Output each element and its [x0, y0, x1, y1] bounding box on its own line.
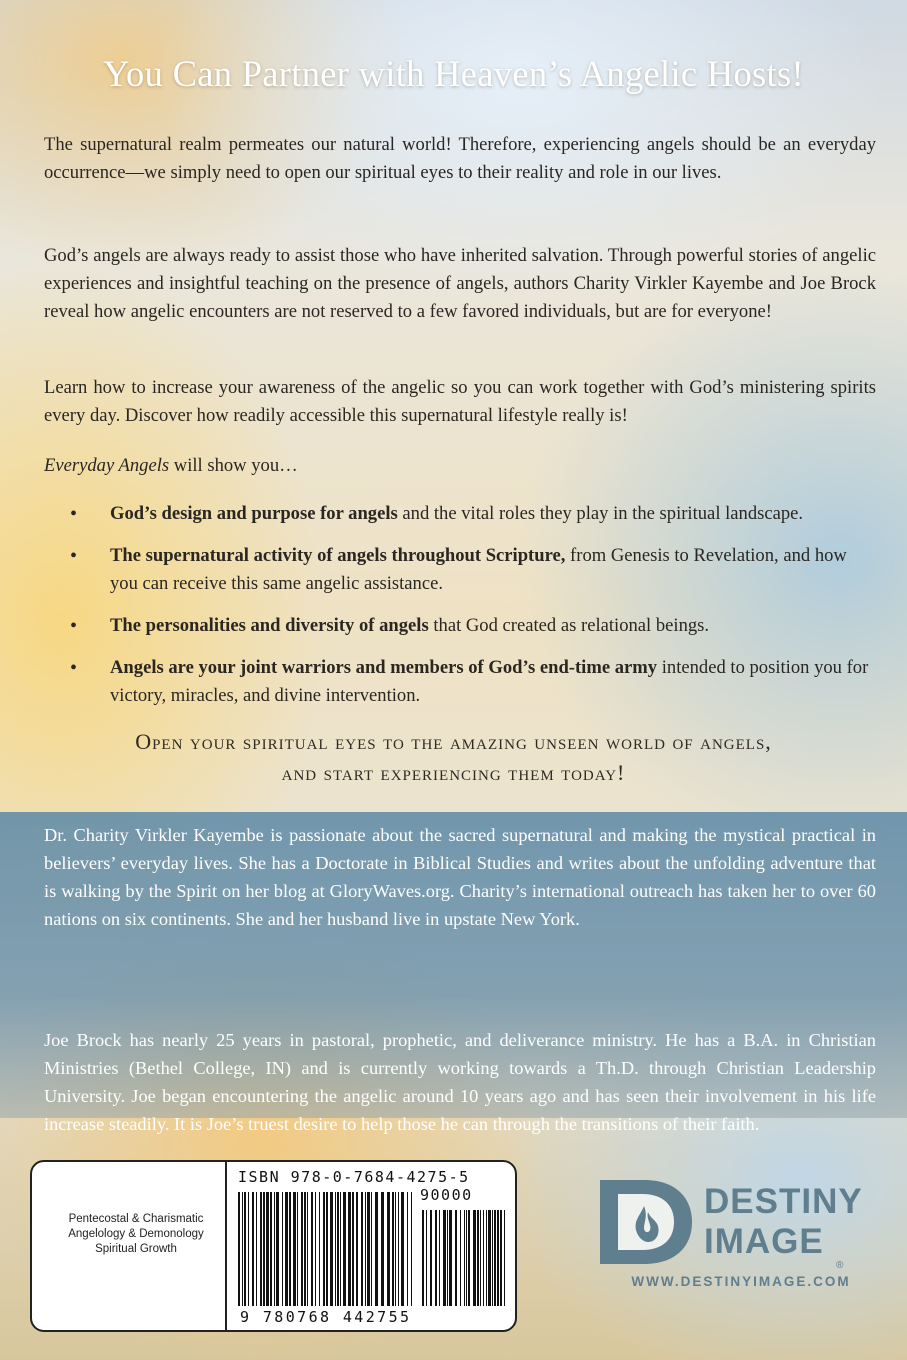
barcode-digits: 9 780768 442755: [240, 1308, 412, 1326]
author-bio-joe: Joe Brock has nearly 25 years in pastoral, prophetic, and deliverance ministry. He has a B.A. in Christian Ministries (Bethel College, IN) and is currently working towards a Th.D. through Christian Leadership University. Joe began encountering the angelic around 10 years ago and has seen their involvement in his life increase steadily. It is Joe’s truest desire to help those he can through the transitions of their faith.: [44, 1030, 876, 1134]
registered-mark: ®: [836, 1260, 844, 1271]
price-code: 90000: [420, 1186, 473, 1204]
bullet-icon: •: [70, 615, 78, 637]
bullet-icon: •: [70, 545, 78, 567]
barcode-image: [236, 1188, 512, 1310]
publisher-website: WWW.DESTINYIMAGE.COM: [631, 1274, 851, 1289]
benefit-list: [70, 500, 876, 724]
bullet-icon: •: [70, 657, 78, 679]
bullet-bold-lead: Angels are your joint warriors and members of God’s end-time army: [110, 657, 658, 678]
back-cover-headline: You Can Partner with Heaven’s Angelic Hosts!: [103, 53, 804, 94]
isbn-barcode-box: [30, 1160, 517, 1332]
intro-paragraph-1: The supernatural realm permeates our natural world! Therefore, experiencing angels should be an everyday occurrence—we simply need to open our spiritual eyes to their reality and role in our lives.: [44, 134, 876, 183]
cta-line-2: and start experiencing them today!: [281, 760, 626, 785]
intro-paragraph-3: Learn how to increase your awareness of the angelic so you can work together with God’s ministering spirits every day. Discover how readily accessible this supernatural lifestyle really is!: [44, 377, 876, 426]
bullet-icon: •: [70, 503, 78, 525]
list-item: [70, 654, 876, 710]
destiny-image-logo-icon: [596, 1176, 696, 1268]
intro-paragraph-2: God’s angels are always ready to assist those who have inherited salvation. Through powerful stories of angelic experiences and insightful teaching on the presence of angels, authors Charity Virkler Kayembe and Joe Brock reveal how angelic encounters are not reserved to a few favored individuals, but are for everyone!: [44, 245, 876, 322]
bullet-bold-lead: The personalities and diversity of angels: [110, 615, 429, 636]
bullet-text: and the vital roles they play in the spiritual landscape.: [397, 503, 804, 524]
cta-line-1: Open your spiritual eyes to the amazing unseen world of angels,: [135, 729, 772, 754]
list-item: [70, 542, 876, 598]
bullet-text: that God created as relational beings.: [428, 615, 710, 636]
bullet-bold-lead: The supernatural activity of angels throughout Scripture,: [110, 545, 566, 566]
publisher-name-line-1: DESTINY: [704, 1182, 863, 1221]
bullet-bold-lead: God’s design and purpose for angels: [110, 503, 398, 524]
publisher-name-line-2: IMAGE: [704, 1222, 824, 1261]
list-item: [70, 612, 876, 640]
call-to-action: [0, 726, 907, 788]
category-1: Pentecostal & Charismatic: [68, 1213, 204, 1225]
bisac-categories: [46, 1212, 226, 1257]
category-3: Spiritual Growth: [95, 1243, 177, 1255]
book-title-italic: Everyday Angels: [44, 455, 170, 476]
author-bio-charity: Dr. Charity Virkler Kayembe is passionate about the sacred supernatural and making the mystical practical in believers’ everyday lives. She has a Doctorate in Biblical Studies and writes about the unfolding adventure that is walking by the Spirit on her blog at GloryWaves.org. Charity’s international outreach has taken her to over 60 nations on six continents. She and her husband live in upstate New York.: [44, 825, 876, 929]
isbn-label: ISBN 978-0-7684-4275-5: [238, 1168, 470, 1186]
bullet-text: from Genesis to Revelation, and how you can receive this same angelic assistance.: [110, 545, 847, 594]
bullet-text: intended to position you for victory, miracles, and divine intervention.: [110, 657, 869, 706]
box-divider: [225, 1162, 227, 1330]
lead-in-text: will show you…: [169, 455, 298, 476]
category-2: Angelology & Demonology: [68, 1228, 204, 1240]
publisher-logo: [596, 1172, 886, 1302]
list-item: [70, 500, 876, 528]
intro-lead-in: [44, 452, 876, 480]
